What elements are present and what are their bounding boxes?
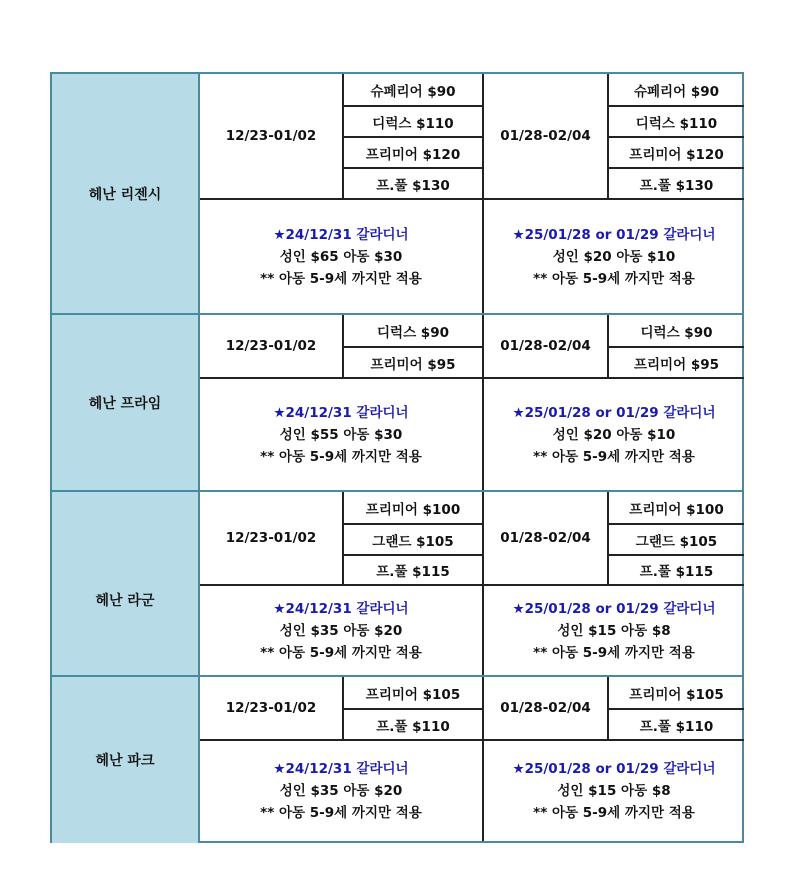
gala-dinner-price: 성인 $20 아동 $10 bbox=[552, 427, 676, 443]
period-label: 01/28-02/04 bbox=[500, 128, 591, 144]
room-rate: 프리미어 $120 bbox=[365, 146, 461, 163]
hotel-name: 헤난 프라임 bbox=[88, 396, 162, 412]
room-rate-cell bbox=[607, 677, 744, 708]
room-rate-cell bbox=[607, 136, 744, 167]
child-age-note: ** 아동 5-9세 까지만 적용 bbox=[260, 449, 422, 465]
room-rate-cell bbox=[607, 105, 744, 136]
gala-dinner-price: 성인 $35 아동 $20 bbox=[279, 623, 403, 639]
gala-dinner-date: ★25/01/28 or 01/29 갈라디너 bbox=[512, 601, 716, 617]
gala-dinner-cell bbox=[200, 198, 482, 314]
period-label: 12/23-01/02 bbox=[225, 530, 317, 546]
period-label: 12/23-01/02 bbox=[225, 128, 317, 144]
hotel-price-table bbox=[50, 72, 744, 843]
child-age-note: ** 아동 5-9세 까지만 적용 bbox=[260, 271, 422, 287]
gala-dinner-date: ★24/12/31 갈라디너 bbox=[273, 405, 409, 421]
gala-dinner-date: ★25/01/28 or 01/29 갈라디너 bbox=[512, 761, 716, 777]
room-rate: 프리미어 $95 bbox=[370, 356, 456, 373]
room-rate: 프.풀 $115 bbox=[376, 564, 450, 580]
gala-dinner-date: ★25/01/28 or 01/29 갈라디너 bbox=[512, 405, 716, 421]
room-rate-cell bbox=[342, 346, 482, 377]
hotel-name: 헤난 파크 bbox=[95, 753, 155, 769]
room-rate: 프리미어 $100 bbox=[629, 501, 724, 518]
child-age-note: ** 아동 5-9세 까지만 적용 bbox=[260, 645, 422, 661]
period-cell bbox=[200, 315, 342, 377]
room-rate: 프.풀 $110 bbox=[376, 718, 450, 735]
room-rate-cell bbox=[342, 315, 482, 346]
gala-dinner-cell bbox=[482, 198, 744, 314]
gala-dinner-price: 성인 $55 아동 $30 bbox=[279, 427, 403, 443]
room-rate: 프리미어 $105 bbox=[365, 686, 461, 703]
period-cell bbox=[482, 74, 607, 198]
gala-dinner-price: 성인 $65 아동 $30 bbox=[279, 249, 403, 265]
room-rate: 그랜드 $105 bbox=[635, 533, 718, 550]
hotel-name: 헤난 라군 bbox=[95, 593, 155, 609]
period-cell bbox=[482, 492, 607, 584]
gala-dinner-date: ★24/12/31 갈라디너 bbox=[273, 761, 409, 777]
child-age-note: ** 아동 5-9세 까지만 적용 bbox=[533, 271, 695, 287]
room-rate-cell bbox=[342, 708, 482, 739]
room-rate-cell bbox=[607, 346, 744, 377]
gala-dinner-price: 성인 $15 아동 $8 bbox=[557, 623, 671, 639]
period-cell bbox=[482, 677, 607, 739]
room-rate: 프리미어 $100 bbox=[365, 501, 461, 518]
room-rate-cell bbox=[342, 136, 482, 167]
gala-dinner-price: 성인 $35 아동 $20 bbox=[279, 783, 403, 799]
period-label: 01/28-02/04 bbox=[500, 338, 591, 354]
hotel-name: 헤난 리젠시 bbox=[88, 187, 162, 203]
hotel-name-cell bbox=[52, 677, 200, 843]
gala-dinner-date: ★24/12/31 갈라디너 bbox=[273, 601, 409, 617]
room-rate: 프.풀 $110 bbox=[639, 718, 714, 735]
room-rate: 프.풀 $115 bbox=[639, 564, 714, 580]
room-rate: 슈페리어 $90 bbox=[633, 83, 720, 100]
room-rate: 디럭스 $90 bbox=[376, 324, 449, 341]
room-rate-cell bbox=[607, 492, 744, 523]
child-age-note: ** 아동 5-9세 까지만 적용 bbox=[260, 805, 422, 821]
room-rate: 디럭스 $110 bbox=[372, 115, 454, 132]
period-cell bbox=[200, 492, 342, 584]
room-rate-cell bbox=[342, 492, 482, 523]
room-rate: 프리미어 $120 bbox=[629, 146, 724, 163]
room-rate: 프.풀 $130 bbox=[376, 177, 450, 194]
gala-dinner-cell bbox=[200, 584, 482, 676]
room-rate: 슈페리어 $90 bbox=[370, 83, 456, 100]
period-label: 12/23-01/02 bbox=[225, 338, 317, 354]
room-rate-cell bbox=[342, 523, 482, 554]
gala-dinner-price: 성인 $20 아동 $10 bbox=[552, 249, 676, 265]
gala-dinner-cell bbox=[200, 739, 482, 841]
room-rate-cell bbox=[342, 167, 482, 198]
room-rate: 그랜드 $105 bbox=[372, 533, 454, 550]
room-rate-cell bbox=[342, 105, 482, 136]
hotel-name-cell bbox=[52, 315, 200, 491]
room-rate-cell bbox=[607, 708, 744, 739]
room-rate-cell bbox=[607, 523, 744, 554]
period-cell bbox=[200, 677, 342, 739]
room-rate-cell bbox=[607, 167, 744, 198]
hotel-name-cell bbox=[52, 492, 200, 676]
room-rate-cell bbox=[342, 677, 482, 708]
period-cell bbox=[482, 315, 607, 377]
period-label: 01/28-02/04 bbox=[500, 700, 591, 716]
child-age-note: ** 아동 5-9세 까지만 적용 bbox=[533, 645, 695, 661]
room-rate-cell bbox=[607, 315, 744, 346]
period-cell bbox=[200, 74, 342, 198]
child-age-note: ** 아동 5-9세 까지만 적용 bbox=[533, 449, 695, 465]
room-rate-cell bbox=[607, 554, 744, 584]
room-rate: 프리미어 $95 bbox=[633, 356, 720, 373]
gala-dinner-cell bbox=[200, 377, 482, 491]
hotel-name-cell bbox=[52, 74, 200, 314]
room-rate: 디럭스 $110 bbox=[635, 115, 718, 132]
gala-dinner-price: 성인 $15 아동 $8 bbox=[557, 783, 671, 799]
period-label: 12/23-01/02 bbox=[225, 700, 317, 716]
period-label: 01/28-02/04 bbox=[500, 530, 591, 546]
gala-dinner-cell bbox=[482, 584, 744, 676]
room-rate: 디럭스 $90 bbox=[640, 324, 713, 341]
room-rate-cell bbox=[342, 554, 482, 584]
gala-dinner-date: ★25/01/28 or 01/29 갈라디너 bbox=[512, 227, 716, 243]
room-rate: 프.풀 $130 bbox=[639, 177, 714, 194]
gala-dinner-cell bbox=[482, 377, 744, 491]
room-rate: 프리미어 $105 bbox=[629, 686, 724, 703]
gala-dinner-date: ★24/12/31 갈라디너 bbox=[273, 227, 409, 243]
child-age-note: ** 아동 5-9세 까지만 적용 bbox=[533, 805, 695, 821]
gala-dinner-cell bbox=[482, 739, 744, 841]
room-rate-cell bbox=[342, 74, 482, 105]
room-rate-cell bbox=[607, 74, 744, 105]
